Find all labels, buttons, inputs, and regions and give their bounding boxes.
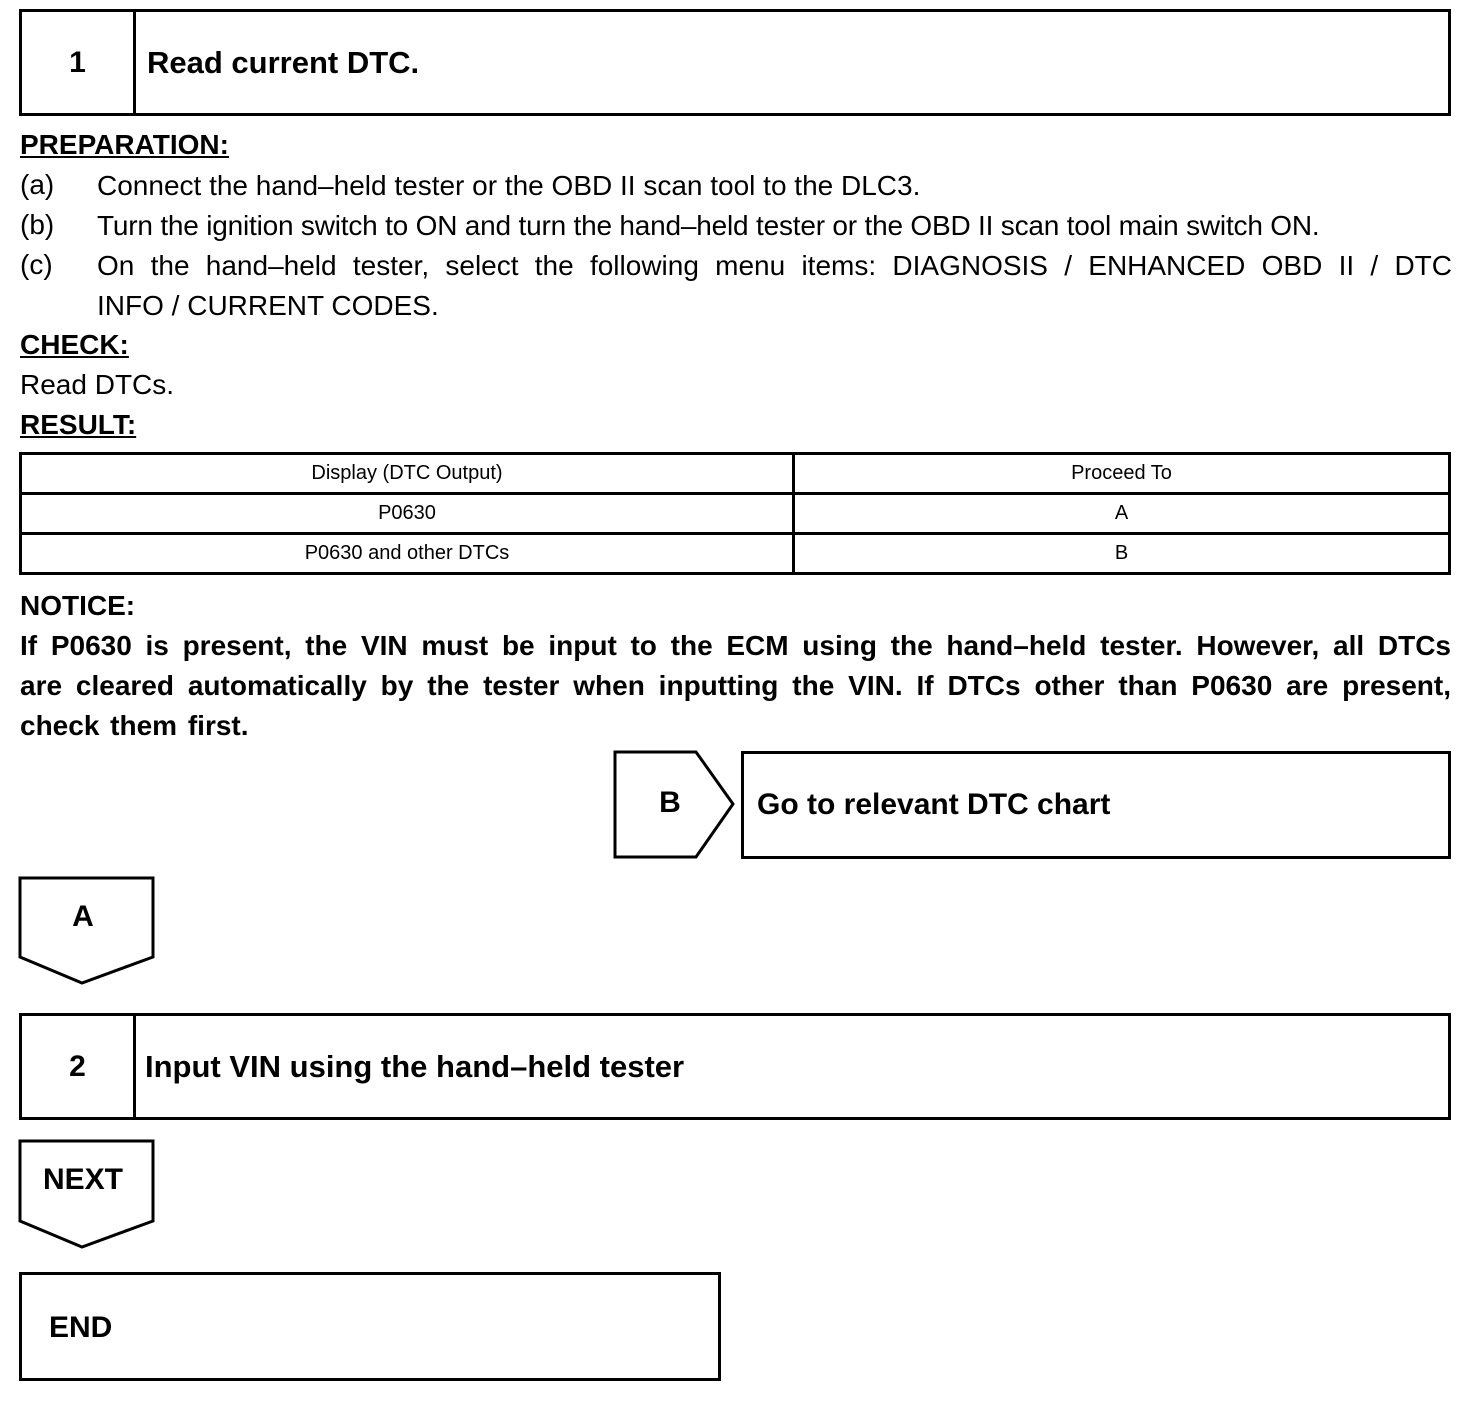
- branch-b-label: B: [659, 786, 681, 819]
- prep-item-a-text: Connect the hand–held tester or the OBD II scan tool to the DLC3.: [97, 170, 921, 201]
- notice-line-1: If P0630 is present, the VIN must be input to the ECM using the hand–held tester. However, all DTCs: [20, 630, 1451, 661]
- branch-b-target-text: Go to relevant DTC chart: [757, 788, 1111, 821]
- table-cell-display: P0630: [21, 494, 794, 534]
- branch-b-target-box: [741, 751, 1451, 859]
- table-cell-display: P0630 and other DTCs: [21, 534, 794, 574]
- prep-item-c-line2: INFO / CURRENT CODES.: [97, 290, 439, 321]
- prep-item-b-label: (b): [20, 209, 55, 240]
- prep-item-c-line1: On the hand–held tester, select the following menu items: DIAGNOSIS / ENHANCED OBD II / DTC: [97, 250, 1452, 281]
- prep-item-a-label: (a): [20, 169, 55, 200]
- end-box: [19, 1272, 721, 1381]
- check-heading: CHECK:: [20, 329, 129, 360]
- end-label: END: [49, 1311, 113, 1344]
- step-1-number: 1: [22, 12, 136, 113]
- step-2-number: 2: [22, 1016, 136, 1117]
- step-1-title: Read current DTC.: [147, 44, 420, 80]
- column-header-proceed: Proceed To: [794, 454, 1450, 494]
- result-heading: RESULT:: [20, 409, 137, 440]
- table-cell-proceed: B: [794, 534, 1450, 574]
- notice-line-3: check them first.: [20, 710, 249, 741]
- table-cell-proceed: A: [794, 494, 1450, 534]
- prep-item-b-text: Turn the ignition switch to ON and turn the hand–held tester or the OBD II scan tool main switch ON.: [97, 210, 1320, 241]
- step-2-title: Input VIN using the hand–held tester: [145, 1048, 685, 1084]
- notice-heading: NOTICE:: [20, 590, 136, 621]
- next-label: NEXT: [42, 1163, 123, 1196]
- step-2-box: [19, 1013, 1451, 1120]
- branch-a-label: A: [72, 900, 94, 933]
- check-text: Read DTCs.: [20, 369, 175, 400]
- notice-line-2: are cleared automatically by the tester when inputting the VIN. If DTCs other than P0630 are present,: [20, 670, 1451, 701]
- column-header-display: Display (DTC Output): [21, 454, 794, 494]
- prep-item-c-label: (c): [20, 249, 53, 280]
- preparation-heading: PREPARATION:: [20, 129, 229, 160]
